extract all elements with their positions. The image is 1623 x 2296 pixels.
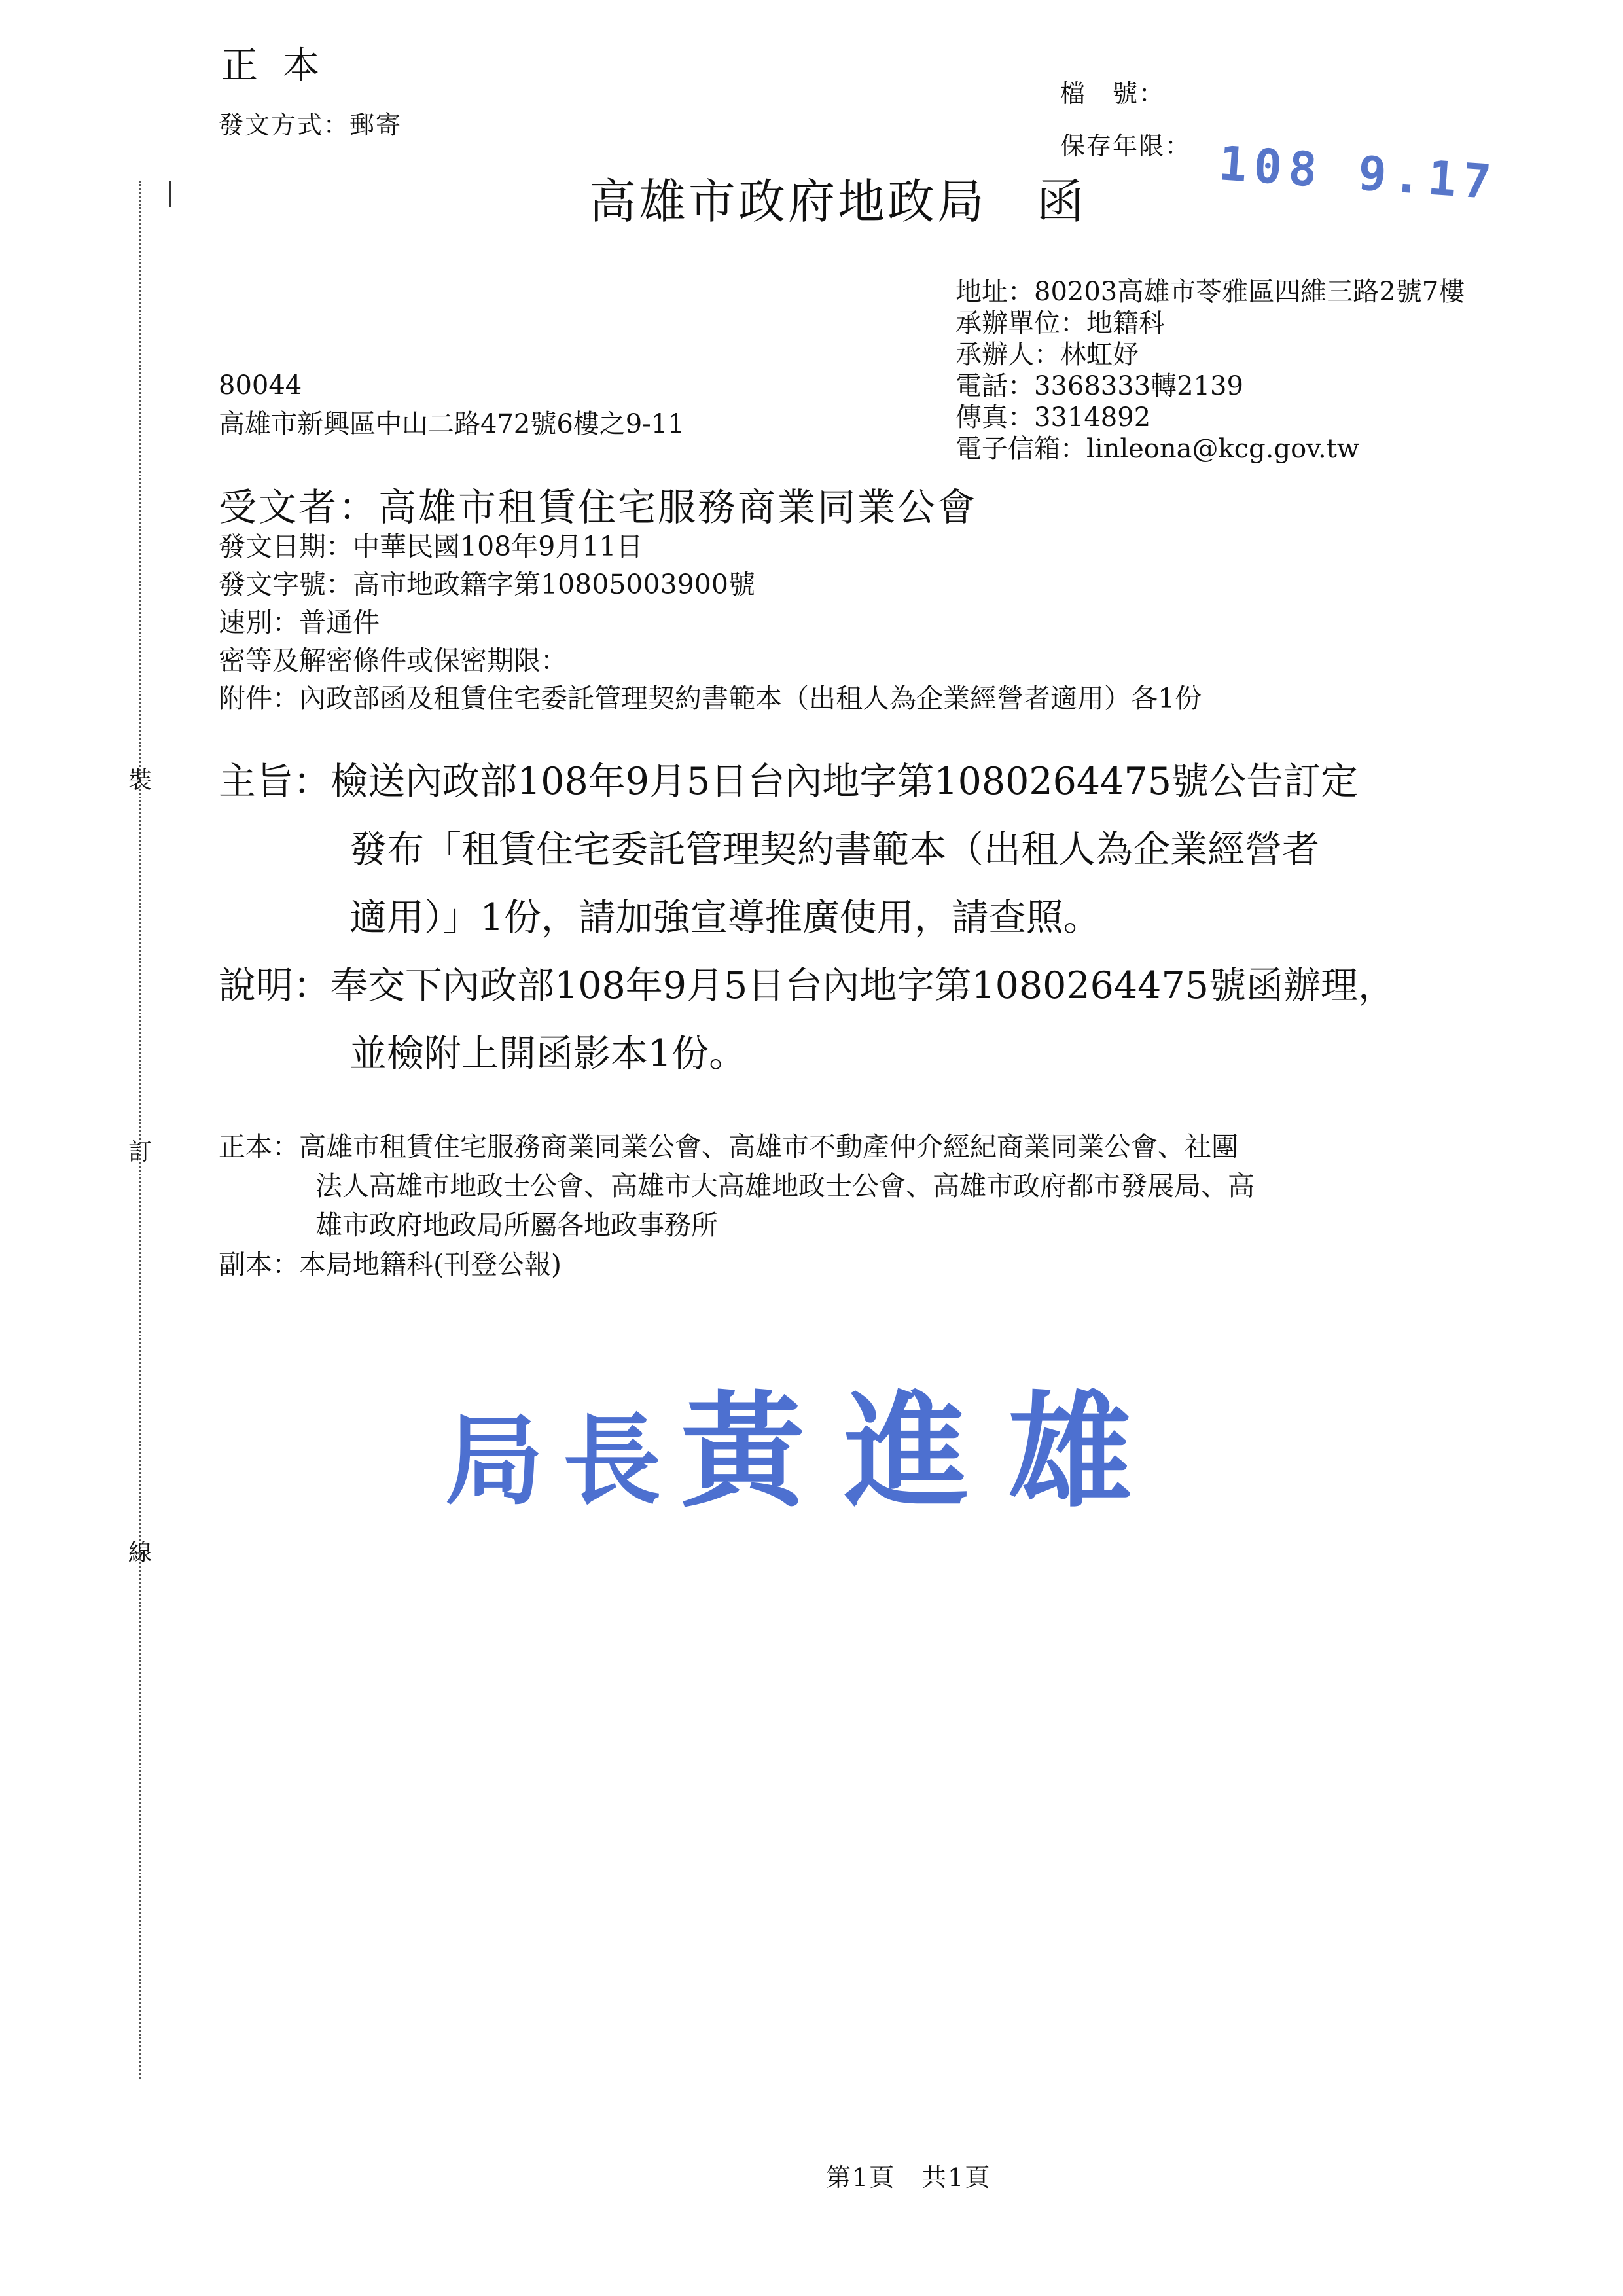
delivery-method: 發文方式：郵寄 [219, 111, 402, 139]
director-signature [445, 1352, 1171, 1531]
page-number: 第1頁 共1頁 [826, 2163, 991, 2192]
sender-address: 地址：80203高雄市苓雅區四維三路2號7樓 [955, 277, 1465, 307]
sender-email: 電子信箱：linleona@kcg.gov.tw [955, 434, 1360, 464]
copy-recipients: 副本：本局地籍科(刊登公報) [219, 1249, 562, 1280]
subject-line: 主旨：檢送內政部108年9月5日台內地字第1080264475號公告訂定 [219, 760, 1358, 803]
explanation-line: 並檢附上開函影本1份。 [349, 1032, 747, 1075]
binding-mark-zhuang: 裝 [128, 767, 152, 794]
signature-title: 局長 [445, 1403, 681, 1518]
sender-officer: 承辦人：林虹妤 [955, 340, 1139, 370]
distribution-list [219, 1127, 1255, 1284]
subject-line: 發布「租賃住宅委託管理契約書範本（出租人為企業經營者 [349, 828, 1319, 871]
signature-name: 黃進雄 [681, 1378, 1172, 1524]
recipient-zip: 80044 [219, 370, 302, 401]
recipient: 受文者：高雄市租賃住宅服務商業同業公會 [219, 485, 978, 529]
binding-mark-xian: 線 [128, 1539, 152, 1566]
sender-fax: 傳真：3314892 [955, 403, 1151, 433]
file-number-label: 檔 號： [1060, 79, 1166, 108]
original-recipients-cont: 法人高雄市地政士公會、高雄市大高雄地政士公會、高雄市政府都市發展局、高 [315, 1170, 1255, 1202]
document-title: 高雄市政府地政局 函 [589, 174, 1087, 229]
subject-line: 適用）」1份，請加強宣導推廣使用，請查照。 [349, 896, 1101, 939]
recipient-address: 高雄市新興區中山二路472號6樓之9-11 [219, 409, 685, 439]
attachment: 附件：內政部函及租賃住宅委託管理契約書範本（出租人為企業經營者適用）各1份 [219, 683, 1202, 714]
sender-unit: 承辦單位：地籍科 [955, 308, 1165, 338]
original-recipients: 正本：高雄市租賃住宅服務商業同業公會、高雄市不動產仲介經紀商業同業公會、社團 [219, 1131, 1238, 1162]
explanation-line: 說明：奉交下內政部108年9月5日台內地字第1080264475號函辦理， [219, 964, 1395, 1007]
margin-bracket [164, 181, 171, 207]
binding-line [139, 181, 141, 2079]
sender-phone: 電話：3368333轉2139 [955, 371, 1243, 401]
speed-class: 速別：普通件 [219, 607, 380, 638]
subject-section [219, 747, 1488, 1088]
binding-mark-ding: 訂 [128, 1139, 152, 1166]
document-number: 發文字號：高市地政籍字第10805003900號 [219, 569, 755, 600]
retention-label: 保存年限： [1060, 132, 1192, 160]
copy-type: 正本 [221, 45, 344, 87]
received-date-stamp: 108 9.17 [1217, 135, 1500, 210]
original-recipients-cont: 雄市政府地政局所屬各地政事務所 [315, 1210, 718, 1241]
document-meta [219, 528, 1202, 717]
security-class: 密等及解密條件或保密期限： [219, 645, 567, 676]
issue-date: 發文日期：中華民國108年9月11日 [219, 531, 643, 562]
sender-info [955, 276, 1465, 465]
